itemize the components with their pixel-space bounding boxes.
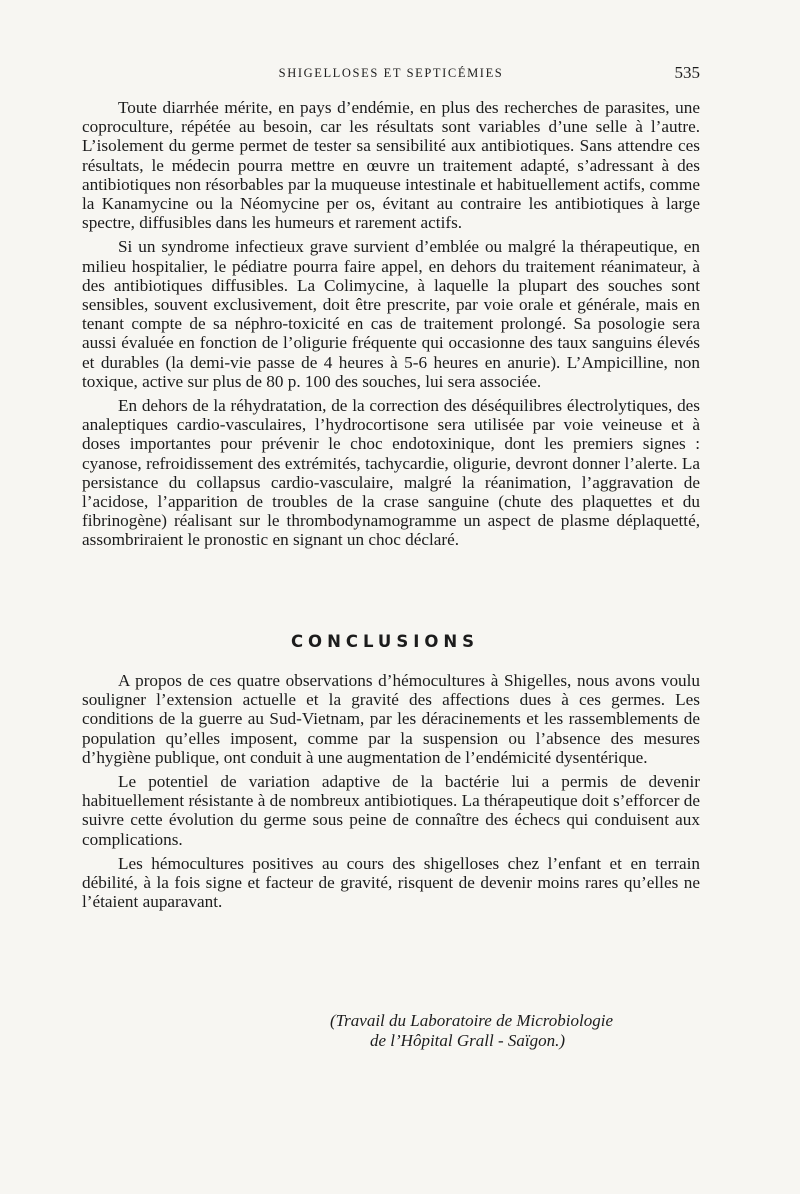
body-text <box>82 98 700 555</box>
conclusion-paragraph-1: A propos de ces quatre observations d’hémocultures à Shigelles, nous avons voulu souligner l’extension actuelle et la gravité des affections dues à ces germes. Les conditions de la guerre au Sud-Vietnam, par les déracinements et les rassemblements de population qu’elles imposent, comme par la suspension ou l’absence des mesures d’hygiène publique, ont conduit à une augmentation de l’endémicité dysentérique. <box>82 671 700 767</box>
paragraph-diarrhea-treatment: Toute diarrhée mérite, en pays d’endémie, en plus des recherches de parasites, une coproculture, répétée au besoin, car les résultats sont variables d’une selle à l’autre. L’isolement du germe permet de tester sa sensibilité aux antibiotiques. Sans attendre ces résultats, le médecin pourra mettre en œuvre un traitement adapté, s’adressant à des antibiotiques non résorbables par la muqueuse intestinale et habituellement actifs, comme la Kanamycine ou la Néomycine per os, évitant au contraire les antibiotiques à large spectre, diffusibles dans les humeurs et rarement actifs. <box>82 98 700 233</box>
paragraph-severe-infection: Si un syndrome infectieux grave survient d’emblée ou malgré la thérapeutique, en milieu hospitalier, le pédiatre pourra faire appel, en dehors du traitement réanimateur, à des antibiotiques diffusibles. La Colimycine, à laquelle la plupart des souches sont sensibles, souvent exclusivement, doit être prescrite, par voie orale et générale, mais en tenant compte de sa néphro-toxicité en cas de traitement prolongé. Sa posologie sera aussi évaluée en fonction de l’oligurie fréquente qui occasionne des taux sanguins élevés et durables (la demi-vie passe de 4 heures à 5-6 heures en anurie). L’Ampicilline, non toxique, active sur plus de 80 p. 100 des souches, lui sera associée. <box>82 237 700 391</box>
paragraph-rehydration-shock: En dehors de la réhydratation, de la correction des déséquilibres électrolytiques, des analeptiques cardio-vasculaires, l’hydrocortisone sera utilisée par voie veineuse et à doses importantes pour prévenir le choc endotoxinique, dont les premiers signes : cyanose, refroidissement des extrémités, tachycardie, oligurie, devront donner l’alerte. La persistance du collapsus cardio-vasculaire, malgré la réanimation, l’aggravation de l’acidose, l’apparition de troubles de la crase sanguine (chute des plaquettes et du fibrinogène) réalisant sur le thrombodynamogramme un aspect de plasme déplaquetté, assombriraient le pronostic en signant un choc déclaré. <box>82 396 700 550</box>
credit-line-2: de l’Hôpital Grall - Saïgon.) <box>370 1031 566 1050</box>
conclusion-paragraph-2: Le potentiel de variation adaptive de la bactérie lui a permis de devenir habituellement résistante à de nombreux antibiotiques. La thérapeutique doit s’efforcer de suivre cette évolution du germe sous peine de connaître des échecs qui conduisent aux complications. <box>82 772 700 849</box>
conclusions-text <box>82 671 700 916</box>
laboratory-credit <box>330 1011 670 1051</box>
credit-line-1: (Travail du Laboratoire de Microbiologie <box>330 1011 614 1030</box>
page-number: 535 <box>674 63 700 82</box>
running-head <box>82 63 700 86</box>
conclusion-paragraph-3: Les hémocultures positives au cours des shigelloses chez l’enfant et en terrain débilité, à la fois signe et facteur de gravité, risquent de devenir moins rares qu’elles ne l’étaient auparavant. <box>82 853 700 912</box>
running-title: SHIGELLOSES ET SEPTICÉMIES <box>278 66 504 80</box>
conclusions-heading: CONCLUSIONS <box>290 632 480 651</box>
